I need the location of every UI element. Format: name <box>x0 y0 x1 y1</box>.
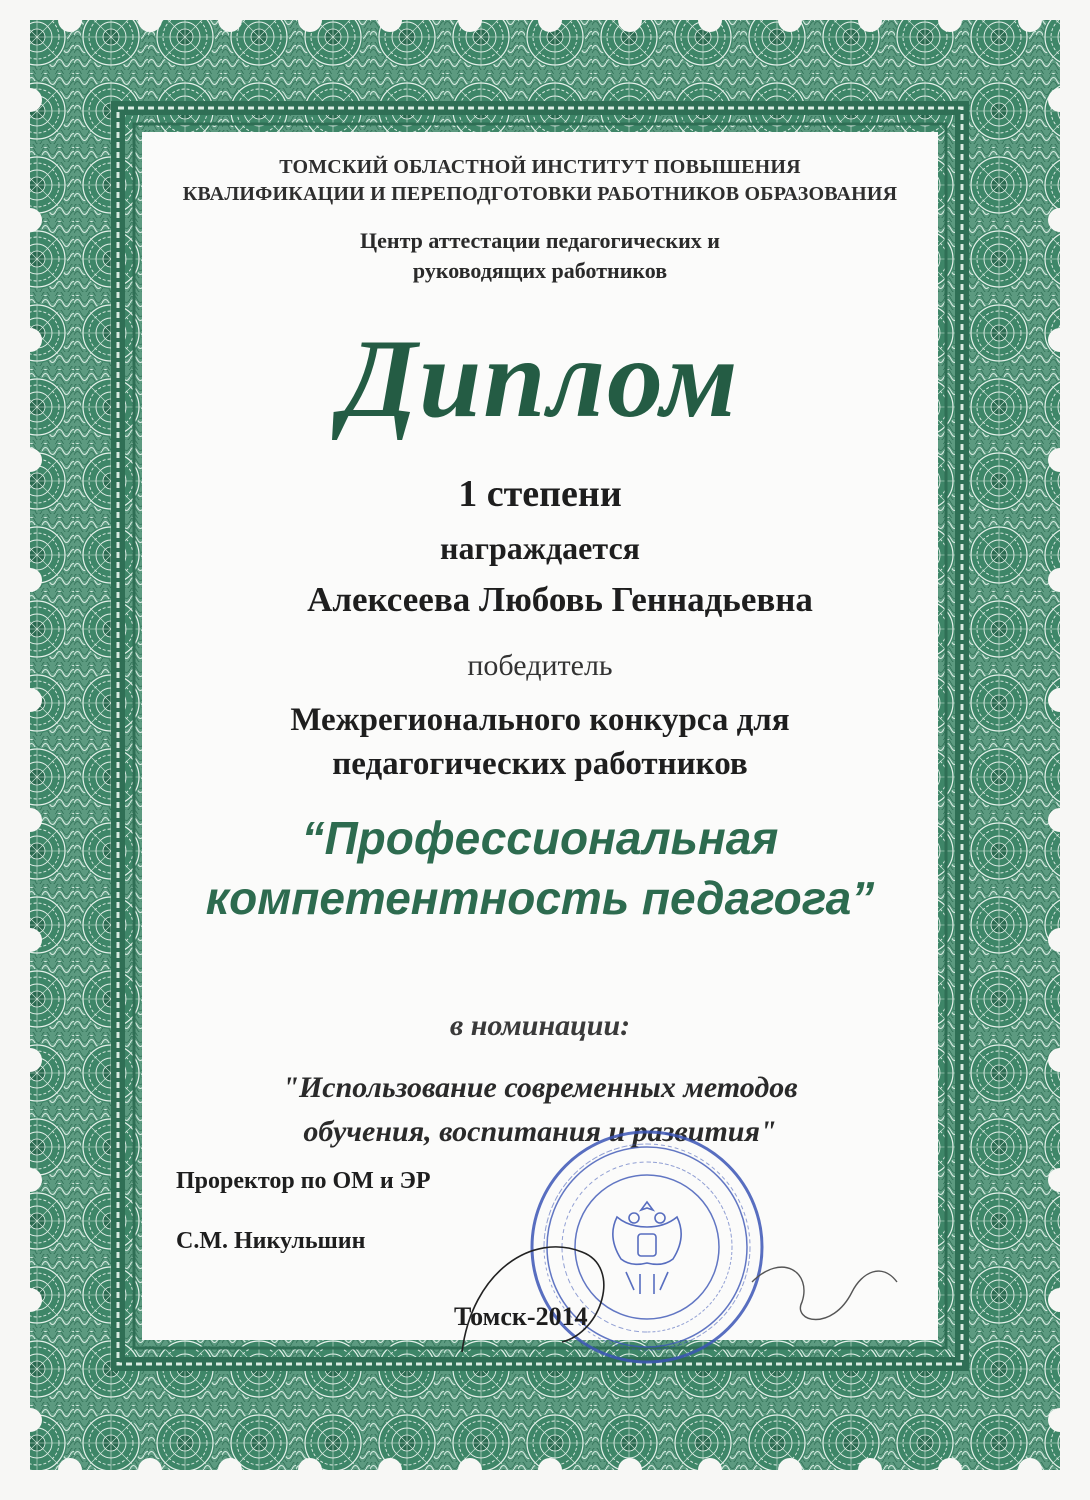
diploma-title: Диплом <box>340 317 740 441</box>
signer-position: Проректор по ОМ и ЭР <box>176 1168 431 1194</box>
contest-description <box>142 698 938 786</box>
winner-status: победитель <box>467 649 613 682</box>
contest-line-2: педагогических работников <box>332 746 748 782</box>
contest-name-line-2: компетентность педагога” <box>205 872 875 924</box>
nomination-label: в номинации: <box>449 1009 631 1042</box>
awarded-label: награждается <box>440 530 640 566</box>
signer-name: С.М. Никульшин <box>176 1228 366 1254</box>
institute-line-2: КВАЛИФИКАЦИИ И ПЕРЕПОДГОТОВКИ РАБОТНИКОВ ОБРАЗОВАНИЯ <box>182 183 898 205</box>
contest-name-line-1: “Профессиональная <box>301 812 779 864</box>
diploma-content-area <box>142 132 938 1340</box>
recipient-name: Алексеева Любовь Геннадьевна <box>307 580 813 619</box>
institute-line-1: ТОМСКИЙ ОБЛАСТНОЙ ИНСТИТУТ ПОВЫШЕНИЯ <box>279 156 801 178</box>
institute-name <box>142 154 938 208</box>
attestation-center <box>142 226 938 286</box>
center-line-2: руководящих работников <box>412 258 668 283</box>
nomination-line-2: обучения, воспитания и развития" <box>303 1115 777 1148</box>
city-year: Томск-2014 <box>454 1302 588 1331</box>
contest-name <box>142 808 938 928</box>
handwritten-signature <box>452 1212 932 1372</box>
center-line-1: Центр аттестации педагогических и <box>360 228 720 253</box>
diploma-degree: 1 степени <box>458 473 622 515</box>
nomination-line-1: "Использование современных методов <box>282 1071 798 1104</box>
contest-line-1: Межрегионального конкурса для <box>290 702 790 738</box>
